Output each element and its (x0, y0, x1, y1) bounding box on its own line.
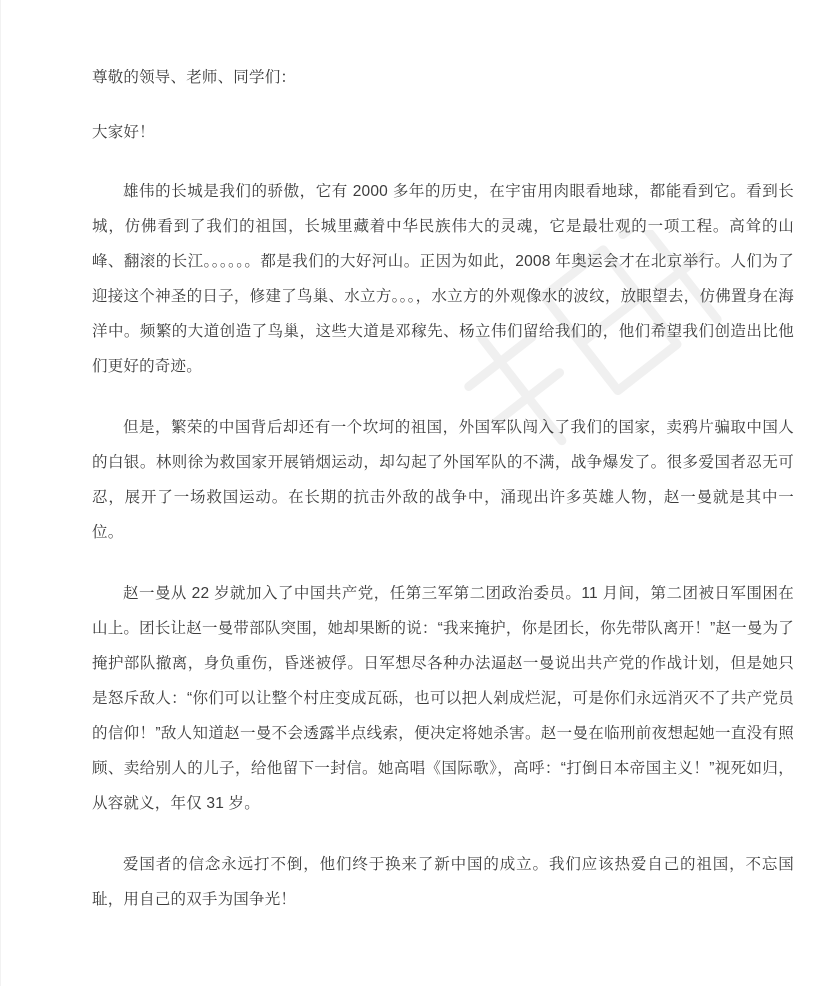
spacer (92, 550, 794, 576)
spacer (92, 384, 794, 410)
spacer (92, 95, 794, 115)
paragraph-history-hardship: 但是，繁荣的中国背后却还有一个坎坷的祖国，外国军队闯入了我们的国家，卖鸦片骗取中国人的白银。林则徐为救国家开展销烟运动，却勾起了外国军队的不满，战争爆发了。很多爱国者忍无可忍，展开了一场救国运动。在长期的抗击外敌的战争中，涌现出许多英雄人物，赵一曼就是其中一位。 (92, 419, 794, 541)
paragraph-great-wall: 雄伟的长城是我们的骄傲，它有 2000 多年的历史，在宇宙用肉眼看地球，都能看到它。看到长城，仿佛看到了我们的祖国，长城里藏着中华民族伟大的灵魂，它是最壮观的一项工程。高耸的山峰、翻滚的长江。。。。。。都是我们的大好河山。正因为如此，2008 年奥运会才在北京举行。人们为了迎接这个神圣的日子，修建了鸟巢、水立方。。。，水立方的外观像水的波纹，放眼望去，仿佛置身在海洋中。频繁的大道创造了鸟巢，这些大道是邓稼先、杨立伟们留给我们的，他们希望我们创造出比他们更好的奇迹。 (92, 183, 794, 375)
paragraph-conclusion: 爱国者的信念永远打不倒，他们终于换来了新中国的成立。我们应该热爱自己的祖国，不忘国耻，用自己的双手为国争光！ (92, 856, 794, 908)
paragraph-zhao-yiman: 赵一曼从 22 岁就加入了中国共产党，任第三军第二团政治委员。11 月间，第二团被日军围困在山上。团长让赵一曼带部队突围，她却果断的说：“我来掩护，你是团长，你先带队离开！”赵一曼为了掩护部队撤离，身负重伤，昏迷被俘。日军想尽各种办法逼赵一曼说出共产党的作战计划，但是她只是怒斥敌人：“你们可以让整个村庄变成瓦砾，也可以把人剁成烂泥，可是你们永远消灭不了共产党员的信仰！”敌人知道赵一曼不会透露半点线索，便决定将她杀害。赵一曼在临刑前夜想起她一直没有照顾、卖给别人的儿子，给他留下一封信。她高唱《国际歌》，高呼：“打倒日本帝国主义！”视死如归，从容就义，年仅 31 岁。 (92, 585, 794, 812)
greeting-line: 大家好！ (92, 124, 155, 141)
spacer (92, 150, 794, 174)
salutation-line: 尊敬的领导、老师、同学们： (92, 69, 297, 86)
spacer (92, 821, 794, 847)
